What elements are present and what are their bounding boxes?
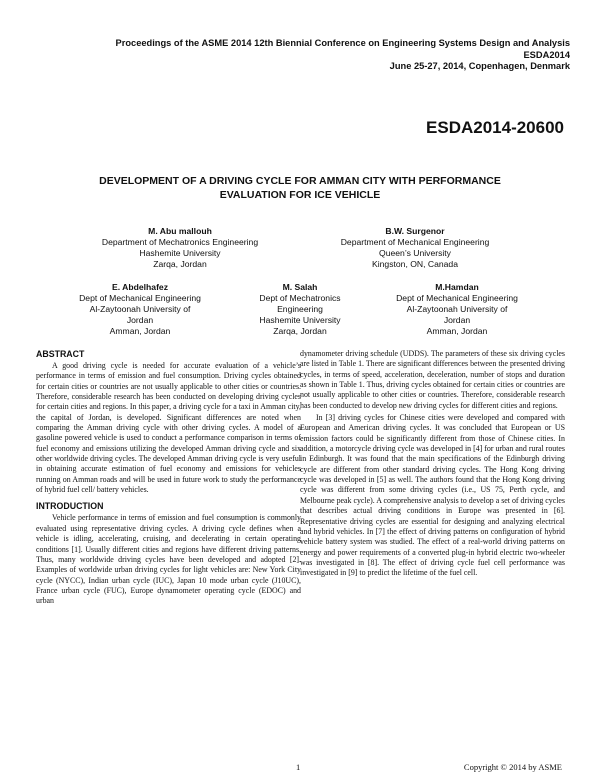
author-affiliation-line: Department of Mechatronics Engineering [101, 237, 259, 247]
introduction-text: Vehicle performance in terms of emission and fuel consumption is commonly evaluated using representative driving cycles. A driving cycle defines when a vehicle is idling, accelerating, cruising, and decelerating in certain operating conditions [1]. Usually different cities and regions have different driving patterns. Thus, many worldwide driving cycles have been developed and adopted [2]. Examples of worldwide urban driving cycles for light vehicles are: New York City cycle (NYCC), Indian urban cycle (IUC), Japan 10 mode urban cycle (J10UC), France urban cycle (FUC), Europe dynamometer operating cycle (EDOC) and urban [36, 513, 301, 606]
introduction-heading: INTRODUCTION [36, 501, 104, 512]
body-paragraph: In [3] driving cycles for Chinese cities were developed and compared with European and American driving cycles. It was concluded that European or US emission factors could be significantly different from those of Chinese cities. In addition, a motorcycle driving cycle was developed in [4] for urban and rural routes in Edinburgh. It was found that the main specifications of the Edinburgh driving cycle are different from other standard driving cycles. The Hong Kong driving cycle was developed in [5] as well. The authors found that the Hong Kong driving cycle was different from some driving cycles (i.e., US 75, Perth cycle, and Melbourne peak cycle). A comprehensive analysis to develop a set of driving cycles that describes actual driving conditions in Europe was presented in [6]. Representative driving cycles are essential for designing and analyzing electrical and hybrid vehicles. In [7] the effect of driving patterns on configuration of hybrid vehicle battery system was studied. The effect of a real-world driving patterns on energy and power requirements of a converted plug-in hybrid electric two-wheeler was investigated in [8]. The effect of driving cycle fuel cell performance was investigated in [9] to predict the lifetime of the fuel cell. [300, 413, 565, 578]
title-line-2: EVALUATION FOR ICE VEHICLE [219, 188, 381, 201]
author-name: B.W. Surgenor [385, 226, 445, 236]
author-block [315, 226, 515, 270]
author-affiliation-line: Dept of Mechanical Engineering [79, 293, 201, 303]
author-affiliation-line: Jordan [443, 315, 471, 325]
author-block [372, 282, 542, 337]
author-affiliation-line: Al-Zaytoonah University of [89, 304, 191, 314]
proceedings-title: Proceedings of the ASME 2014 12th Biennial Conference on Engineering Systems Design and Analysis [115, 38, 570, 48]
left-column [36, 349, 301, 609]
author-block [235, 282, 365, 337]
author-affiliation-line: Dept of Mechanical Engineering [396, 293, 518, 303]
abstract-heading: ABSTRACT [36, 349, 85, 359]
author-affiliation-line: Amman, Jordan [426, 326, 488, 336]
abstract-text: A good driving cycle is needed for accurate evaluation of a vehicle’s performance in terms of emission and fuel consumption. Driving cycles obtained for certain cities or countries are not usually applicable to other cities or countries. Therefore, considerable research has been conducted on developing driving cycles for certain cities and regions. In this paper, a driving cycle for a taxi in Amman city, the capital of Jordan, is developed. Significant differences are noted when comparing the Amman driving cycle with other driving cycles. A model of a gasoline powered vehicle is used to conduct a performance comparison in terms of fuel economy and emissions utilizing the developed Amman driving cycle and six other worldwide driving cycles. The developed Amman driving cycle is very useful in obtaining accurate estimation of fuel economy and emissions for vehicles running on Amman roads and will be used in future work to study the performance of hybrid fuel cell/ battery vehicles. [36, 361, 301, 495]
author-name: M.Hamdan [435, 282, 479, 292]
author-block [80, 226, 280, 270]
right-column [300, 349, 565, 581]
author-affiliation-line: Dept of Mechatronics [259, 293, 341, 303]
author-affiliation-line: Queen’s University [379, 248, 451, 258]
conference-code: ESDA2014 [523, 49, 570, 60]
title-line-1: DEVELOPMENT OF A DRIVING CYCLE FOR AMMAN CITY WITH PERFORMANCE [99, 175, 501, 187]
proceedings-header [30, 38, 570, 73]
author-affiliation-line: Zarqa, Jordan [153, 259, 207, 269]
page-number: 1 [296, 762, 301, 772]
author-name: M. Abu mallouh [148, 226, 212, 236]
author-affiliation-line: Zarqa, Jordan [273, 326, 327, 336]
author-affiliation-line: Engineering [277, 304, 323, 314]
paper-title [90, 175, 510, 202]
conference-dates: June 25-27, 2014, Copenhagen, Denmark [389, 61, 570, 71]
author-affiliation-line: Jordan [126, 315, 154, 325]
copyright-notice: Copyright © 2014 by ASME [463, 762, 562, 772]
author-name: E. Abdelhafez [111, 282, 169, 292]
author-name: M. Salah [282, 282, 318, 292]
author-affiliation-line: Hashemite University [259, 315, 341, 325]
body-paragraph: dynamometer driving schedule (UDDS). The parameters of these six driving cycles are listed in Table 1. There are significant differences between the presented driving cycles, in terms of speed, acceleration, deceleration, number of stops and duration as shown in Table 1. Thus, driving cycles obtained for certain cities or countries are not usually applicable to other cities or countries. Therefore, considerable research has been conducted to develop new driving cycles for different cities and regions. [300, 349, 565, 410]
author-affiliation-line: Department of Mechanical Engineering [340, 237, 490, 247]
author-affiliation-line: Hashemite University [139, 248, 221, 258]
author-block [60, 282, 220, 337]
author-affiliation-line: Al-Zaytoonah University of [406, 304, 508, 314]
author-affiliation-line: Kingston, ON, Canada [372, 259, 458, 269]
paper-id: ESDA2014-20600 [426, 118, 564, 137]
author-affiliation-line: Amman, Jordan [109, 326, 171, 336]
